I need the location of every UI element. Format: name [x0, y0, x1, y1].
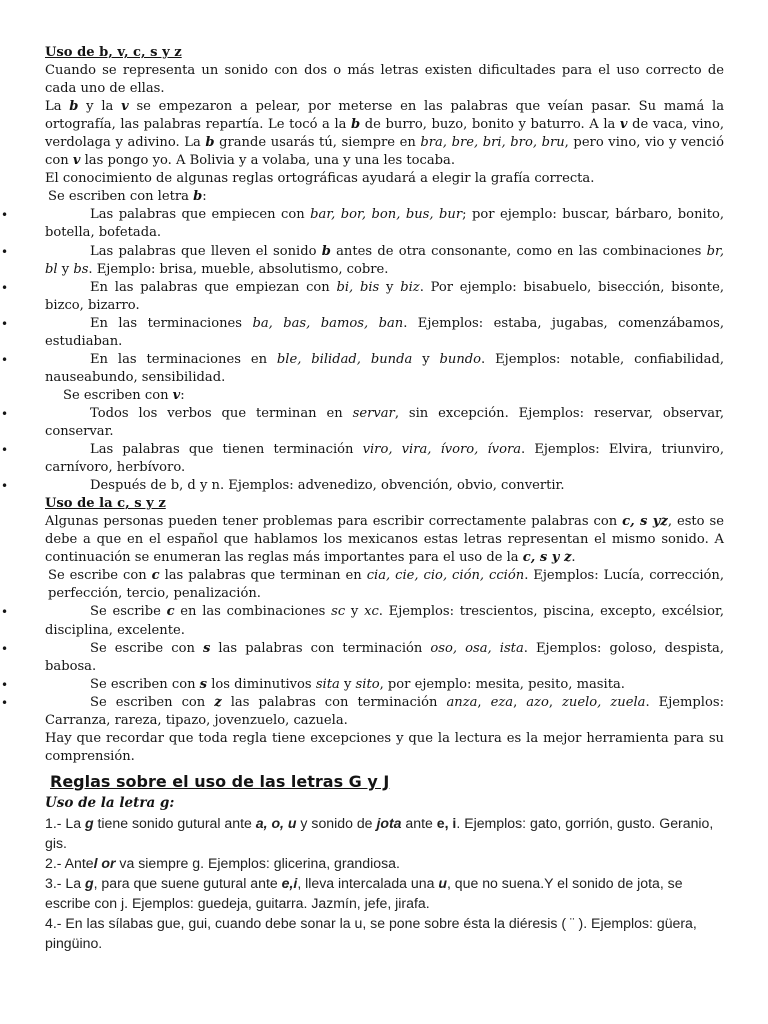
- g-rule-1: 1.- La g tiene sonido gutural ante a, o, u y sonido de jota ante e, i. Ejemplos: gato, gorrión, gusto. Geranio, gis.: [45, 814, 714, 851]
- b-rules-list: [45, 206, 724, 386]
- b-rules-intro: Se escriben con letra b:: [48, 189, 207, 205]
- v-rules-list: [45, 405, 724, 495]
- list-item: • Se escriben con s los diminutivos sita y sito, por ejemplo: mesita, pesito, masita.: [45, 676, 724, 694]
- paragraph-conocimiento: El conocimiento de algunas reglas ortográficas ayudará a elegir la grafía correcta.: [45, 171, 595, 187]
- section-title-gj: Reglas sobre el uso de las letras G y J: [50, 771, 390, 791]
- v-rules-intro: Se escriben con v:: [63, 387, 185, 403]
- paragraph-intro: Cuando se representa un sonido con dos o más letras existen dificultades para el uso correcto de cada uno de ellas.: [45, 63, 724, 97]
- section-g-j: [45, 771, 724, 953]
- list-item: • Las palabras que lleven el sonido b antes de otra consonante, como en las combinaciones br, bl y bs. Ejemplo: brisa, mueble, absolutismo, cobre.: [45, 243, 724, 279]
- csz-rules-list: [45, 603, 724, 729]
- section-title-bv: Uso de b, v, c, s y z: [45, 45, 182, 60]
- list-item: • Las palabras que empiecen con bar, bor, bon, bus, bur; por ejemplo: buscar, bárbaro, bonito, botella, bofetada.: [45, 206, 724, 242]
- section-title-csz: Uso de la c, s y z: [45, 496, 166, 512]
- list-item: • Las palabras que tienen terminación viro, vira, ívoro, ívora. Ejemplos: Elvira, triunviro, carnívoro, herbívoro.: [45, 441, 724, 477]
- list-item: • En las terminaciones en ble, bilidad, bunda y bundo. Ejemplos: notable, confiabilidad, nauseabundo, sensibilidad.: [45, 351, 724, 387]
- list-item: • Se escriben con z las palabras con terminación anza, eza, azo, zuelo, zuela. Ejemplos: Carranza, rareza, tipazo, jovenzuelo, cazuela.: [45, 694, 724, 730]
- g-rules: [45, 813, 724, 953]
- paragraph-csz-intro: Algunas personas pueden tener problemas para escribir correctamente palabras con c, s yz, esto se debe a que en el español que hablamos los mexicanos estas letras representan el mismo sonido. A continuación se enumeran las reglas más importantes para el uso de la c, s y z.: [45, 514, 724, 566]
- list-item: • Todos los verbos que terminan en servar, sin excepción. Ejemplos: reservar, observar, conservar.: [45, 405, 724, 441]
- paragraph-closing: Hay que recordar que toda regla tiene excepciones y que la lectura es la mejor herramienta para su comprensión.: [45, 730, 724, 764]
- section-subtitle-g: Uso de la letra g:: [45, 794, 175, 811]
- list-item: • Se escribe c en las combinaciones sc y xc. Ejemplos: trescientos, piscina, excepto, excélsior, disciplina, excelente.: [45, 603, 724, 639]
- g-rule-2: 2.- Antel or va siempre g. Ejemplos: glicerina, grandiosa.: [45, 854, 400, 871]
- section-b-v: [45, 44, 724, 495]
- document-page: [45, 44, 724, 953]
- c-rule: Se escribe con c las palabras que terminan en cia, cie, cio, ción, cción. Ejemplos: Lucía, corrección, perfección, tercio, penalización.: [48, 568, 725, 602]
- paragraph-poem: La b y la v se empezaron a pelear, por meterse en las palabras que veían pasar. Su mamá la ortografía, las palabras repartía. Le tocó a la b de burro, buzo, bonito y baturro. A la v de vaca, vino, verdolaga y adivino. La b grande usarás tú, siempre en bra, bre, bri, bro, bru, pero vino, vio y venció con v las pongo yo. A Bolivia y a volaba, una y una les tocaba.: [45, 99, 725, 169]
- list-item: • En las palabras que empiezan con bi, bis y biz. Por ejemplo: bisabuelo, bisección, bisonte, bizco, bizarro.: [45, 279, 724, 315]
- list-item: • Después de b, d y n. Ejemplos: advenedizo, obvención, obvio, convertir.: [45, 477, 724, 495]
- section-c-s-z: [45, 495, 724, 766]
- list-item: • En las terminaciones ba, bas, bamos, ban. Ejemplos: estaba, jugabas, comenzábamos, estudiaban.: [45, 315, 724, 351]
- list-item: • Se escribe con s las palabras con terminación oso, osa, ista. Ejemplos: goloso, despista, babosa.: [45, 640, 724, 676]
- g-rule-4: 4.- En las sílabas gue, gui, cuando debe sonar la u, se pone sobre ésta la diéresis ( ¨ ). Ejemplos: güera, pingüino.: [45, 914, 697, 951]
- g-rule-3: 3.- La g, para que suene gutural ante e,i, lleva intercalada una u, que no suena.Y el sonido de jota, se escribe con j. Ejemplos: guedeja, guitarra. Jazmín, jefe, jirafa.: [45, 874, 683, 911]
